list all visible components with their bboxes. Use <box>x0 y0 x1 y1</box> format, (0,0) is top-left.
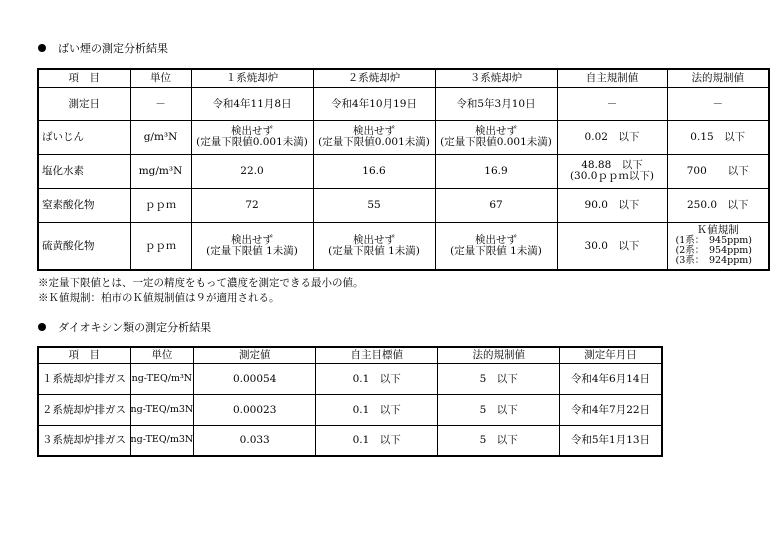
value-cell: 令和4年10月19日 <box>313 87 435 120</box>
item-cell: ばいじん <box>38 120 130 154</box>
table-row <box>38 363 662 394</box>
table-row <box>38 222 769 270</box>
header-cell: 項 目 <box>38 69 130 87</box>
k-value-line: (2系： 954ppm) <box>675 245 753 257</box>
section2-heading <box>38 319 211 335</box>
table-row <box>38 188 769 222</box>
value-line: (定量下限値 1未満) <box>328 244 420 257</box>
date-cell: 令和5年1月13日 <box>560 425 662 456</box>
header-cell: 法的規制値 <box>667 69 769 87</box>
legal-limit-cell: 5 以下 <box>438 363 560 394</box>
legal-limit-cell: 700 以下 <box>667 154 769 188</box>
table-row <box>38 120 769 154</box>
table-header-row <box>38 69 769 87</box>
header-cell: 測定年月日 <box>560 347 662 363</box>
value-line: 検出せず <box>353 125 395 137</box>
item-cell: 塩化水素 <box>38 154 130 188</box>
header-cell: 単位 <box>130 69 191 87</box>
legal-limit-cell: 0.15 以下 <box>667 120 769 154</box>
value-cell: 16.9 <box>435 154 557 188</box>
item-cell: 硫黄酸化物 <box>38 222 130 270</box>
unit-cell: ng-TEQ/m3N <box>130 425 194 456</box>
k-value-line: (1系： 945ppm) <box>675 235 753 247</box>
dioxin-results-table <box>37 346 663 457</box>
k-value-title: Ｋ値規制 <box>696 224 739 237</box>
footnote: ※Ｋ値規制：柏市のＫ値規制値は９が適用される。 <box>38 292 280 304</box>
value-line: (定量下限値0.001未満) <box>196 136 308 148</box>
value-cell <box>435 222 557 270</box>
value-cell <box>435 120 557 154</box>
value-line: (定量下限値 1未満) <box>206 244 298 257</box>
bullet-icon <box>38 44 46 52</box>
self-limit-cell: 30.0 以下 <box>557 222 667 270</box>
value-cell: 72 <box>191 188 313 222</box>
value-cell: 67 <box>435 188 557 222</box>
unit-cell: ng-TEQ/m³N <box>130 363 194 394</box>
header-cell: 自主規制値 <box>557 69 667 87</box>
self-limit-cell: 90.0 以下 <box>557 188 667 222</box>
k-value-line: (3系： 924ppm) <box>675 255 753 267</box>
value-cell: 0.00023 <box>194 394 316 425</box>
table-row <box>38 154 769 188</box>
table-row <box>38 394 662 425</box>
self-limit-cell: 0.02 以下 <box>557 120 667 154</box>
unit-cell: ｐｐｍ <box>130 222 191 270</box>
legal-limit-cell: － <box>667 87 769 120</box>
table-header-row <box>38 347 662 363</box>
item-cell: ３系焼却炉排ガス <box>38 425 130 456</box>
header-cell: １系焼却炉 <box>191 69 313 87</box>
self-limit-cell: － <box>557 87 667 120</box>
item-cell: １系焼却炉排ガス <box>38 363 130 394</box>
target-cell: 0.1 以下 <box>316 425 438 456</box>
value-cell: 55 <box>313 188 435 222</box>
value-cell <box>313 222 435 270</box>
value-cell <box>313 120 435 154</box>
value-cell: 22.0 <box>191 154 313 188</box>
unit-cell: g/m³N <box>130 120 191 154</box>
section2-title: ダイオキシン類の測定分析結果 <box>58 321 212 334</box>
value-cell: 0.00054 <box>194 363 316 394</box>
table-row <box>38 87 769 120</box>
header-cell: 測定値 <box>194 347 316 363</box>
header-cell: 単位 <box>130 347 194 363</box>
legal-limit-cell: 250.0 以下 <box>667 188 769 222</box>
table-row <box>38 425 662 456</box>
header-cell: ３系焼却炉 <box>435 69 557 87</box>
legal-limit-cell <box>667 222 769 270</box>
header-cell: ２系焼却炉 <box>313 69 435 87</box>
bullet-icon <box>38 323 46 331</box>
unit-cell: ｐｐｍ <box>130 188 191 222</box>
value-line: (定量下限値0.001未満) <box>440 136 552 148</box>
unit-cell: mg/m³N <box>130 154 191 188</box>
item-cell: 測定日 <box>38 87 130 120</box>
target-cell: 0.1 以下 <box>316 394 438 425</box>
value-line: 検出せず <box>475 125 517 137</box>
item-cell: ２系焼却炉排ガス <box>38 394 130 425</box>
date-cell: 令和4年6月14日 <box>560 363 662 394</box>
self-limit-cell <box>557 154 667 188</box>
section1-heading <box>38 40 168 56</box>
value-line: (定量下限値 1未満) <box>450 244 542 257</box>
item-cell: 窒素酸化物 <box>38 188 130 222</box>
value-line: 検出せず <box>475 233 517 246</box>
section1-title: ばい煙の測定分析結果 <box>58 42 168 55</box>
value-line: (定量下限値0.001未満) <box>318 136 430 148</box>
value-line: 検出せず <box>231 233 273 246</box>
value-line: 48.88 以下 <box>581 159 643 171</box>
value-cell: 令和4年11月8日 <box>191 87 313 120</box>
value-cell: 16.6 <box>313 154 435 188</box>
legal-limit-cell: 5 以下 <box>438 394 560 425</box>
value-line: (30.0ｐｐｍ以下) <box>569 170 655 182</box>
header-cell: 法的規制値 <box>438 347 560 363</box>
value-line: 検出せず <box>231 125 273 137</box>
legal-limit-cell: 5 以下 <box>438 425 560 456</box>
target-cell: 0.1 以下 <box>316 363 438 394</box>
footnote: ※定量下限値とは、一定の精度をもって濃度を測定できる最小の値。 <box>38 277 364 289</box>
value-cell: 0.033 <box>194 425 316 456</box>
date-cell: 令和4年7月22日 <box>560 394 662 425</box>
unit-cell: ng-TEQ/m3N <box>130 394 194 425</box>
value-line: 検出せず <box>353 233 395 246</box>
unit-cell: － <box>130 87 191 120</box>
value-cell <box>191 222 313 270</box>
header-cell: 自主目標値 <box>316 347 438 363</box>
value-cell: 令和5年3月10日 <box>435 87 557 120</box>
smoke-results-table <box>37 68 770 271</box>
value-cell <box>191 120 313 154</box>
header-cell: 項 目 <box>38 347 130 363</box>
